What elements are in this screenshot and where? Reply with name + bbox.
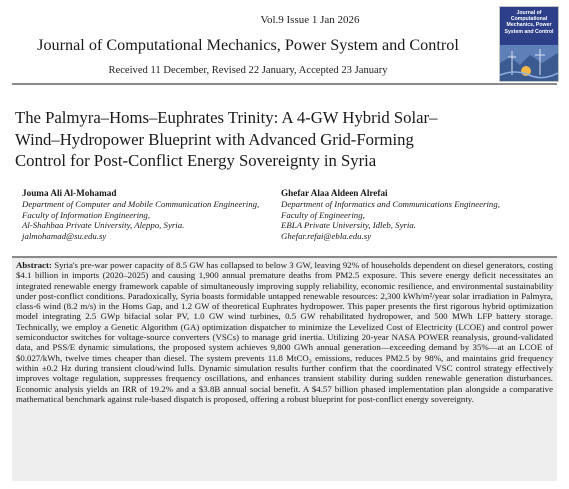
author-name: Jouma Ali Al-Mohamad: [22, 188, 117, 198]
author-faculty: Faculty of Information Engineering,: [22, 209, 151, 220]
abstract-box: [12, 256, 557, 481]
journal-cover-thumbnail: [499, 6, 559, 82]
paper-title: [15, 107, 560, 172]
abstract-body: Syria's pre-war power capacity of 8.5 GW has collapsed to below 3 GW, leaving 92% of households dependent on diesel generators, costing $4.1 billion in imports (2020–2025) and causing 1,900 annual premature deaths from PM2.5 exposure. This severe energy deficit necessitates an integrated renewable energy framework capable of simultaneously improving supply reliability, economic resilience, and environmental sustainability under post-conflict conditions. Paradoxically, Syria boasts formidable untapped renewable resources: 2,300 kWh/m²/year solar irradiation in Palmyra, class-6 wind (8.2 m/s) in the Homs Gap, and 1.2 GW of theoretical Euphrates hydropower. This paper presents the first rigorous hybrid optimization model integrating 2.5 GWp bifacial solar PV, 1.0 GW wind turbines, 0.5 GW rehabilitated hydropower, and 500 MWh LFP battery storage. Technically, we employ a Genetic Algorithm (GA) optimization dispatcher to minimize the Levelized Cost of Electricity (LCOE) and control power semiconductor switches for voltage-source converters (VSCs) to manage grid inertia. Utilizing 20-year NASA POWER reanalysis, ground-validated data, and PSS/E dynamic simulations, the proposed system achieves 9,800 GWh annual generation—exceeding demand by 35%—at an LCOE of $0.027/kWh, twelve times cheaper than diesel. The system prevents 11.8 MtCO₂ emissions, reduces PM2.5 by 98%, and maintains grid frequency within ±0.2 Hz during transient cloud/wind lulls. Dynamic simulation results further confirm that the coordinated VSC control strategy effectively improves voltage regulation, suppresses frequency oscillations, and enhances transient stability during sudden renewable generation disturbances. Economic analysis yields an IRR of 19.2% and a $3.8B annual social benefit. A $4.57 billion phased implementation plan alongside a comparative mathematical benchmark against rule-based dispatch is proposed, offering a robust blueprint for post-conflict energy sovereignty.: [16, 260, 553, 404]
author-university: Al-Shahbaa Private University, Aleppo, Syria.: [22, 220, 185, 231]
author-block-1: [22, 188, 282, 241]
cover-artwork: [500, 45, 558, 81]
author-university: EBLA Private University, Idleb, Syria.: [281, 220, 416, 231]
abstract-paragraph: [16, 260, 553, 404]
author-department: Department of Computer and Mobile Communication Engineering,: [22, 199, 260, 210]
header-divider: [12, 83, 557, 85]
journal-title: Journal of Computational Mechanics, Power System and Control: [37, 36, 459, 54]
paper-title-line: Control for Post-Conflict Energy Sovereignty in Syria: [15, 151, 377, 170]
journal-header: [0, 0, 569, 83]
author-block-2: [281, 188, 551, 241]
cover-title: Journal of Computational Mechanics, Power System and Control: [504, 10, 554, 35]
submission-dates: Received 11 December, Revised 22 January, Accepted 23 January: [108, 65, 388, 76]
author-faculty: Faculty of Engineering,: [281, 209, 365, 220]
author-email: jalmohamad@su.edu.sy: [22, 230, 107, 241]
volume-issue: Vol.9 Issue 1 Jan 2026: [260, 14, 360, 26]
paper-title-line: The Palmyra–Homs–Euphrates Trinity: A 4-GW Hybrid Solar–: [15, 108, 438, 127]
author-department: Department of Informatics and Communications Engineering,: [281, 199, 500, 210]
author-name: Ghefar Alaa Aldeen Alrefai: [281, 188, 388, 198]
author-email: Ghefar.refai@ebla.edu.sy: [281, 230, 372, 241]
paper-title-line: Wind–Hydropower Blueprint with Advanced Grid-Forming: [15, 129, 414, 149]
abstract-label: Abstract:: [16, 260, 52, 270]
